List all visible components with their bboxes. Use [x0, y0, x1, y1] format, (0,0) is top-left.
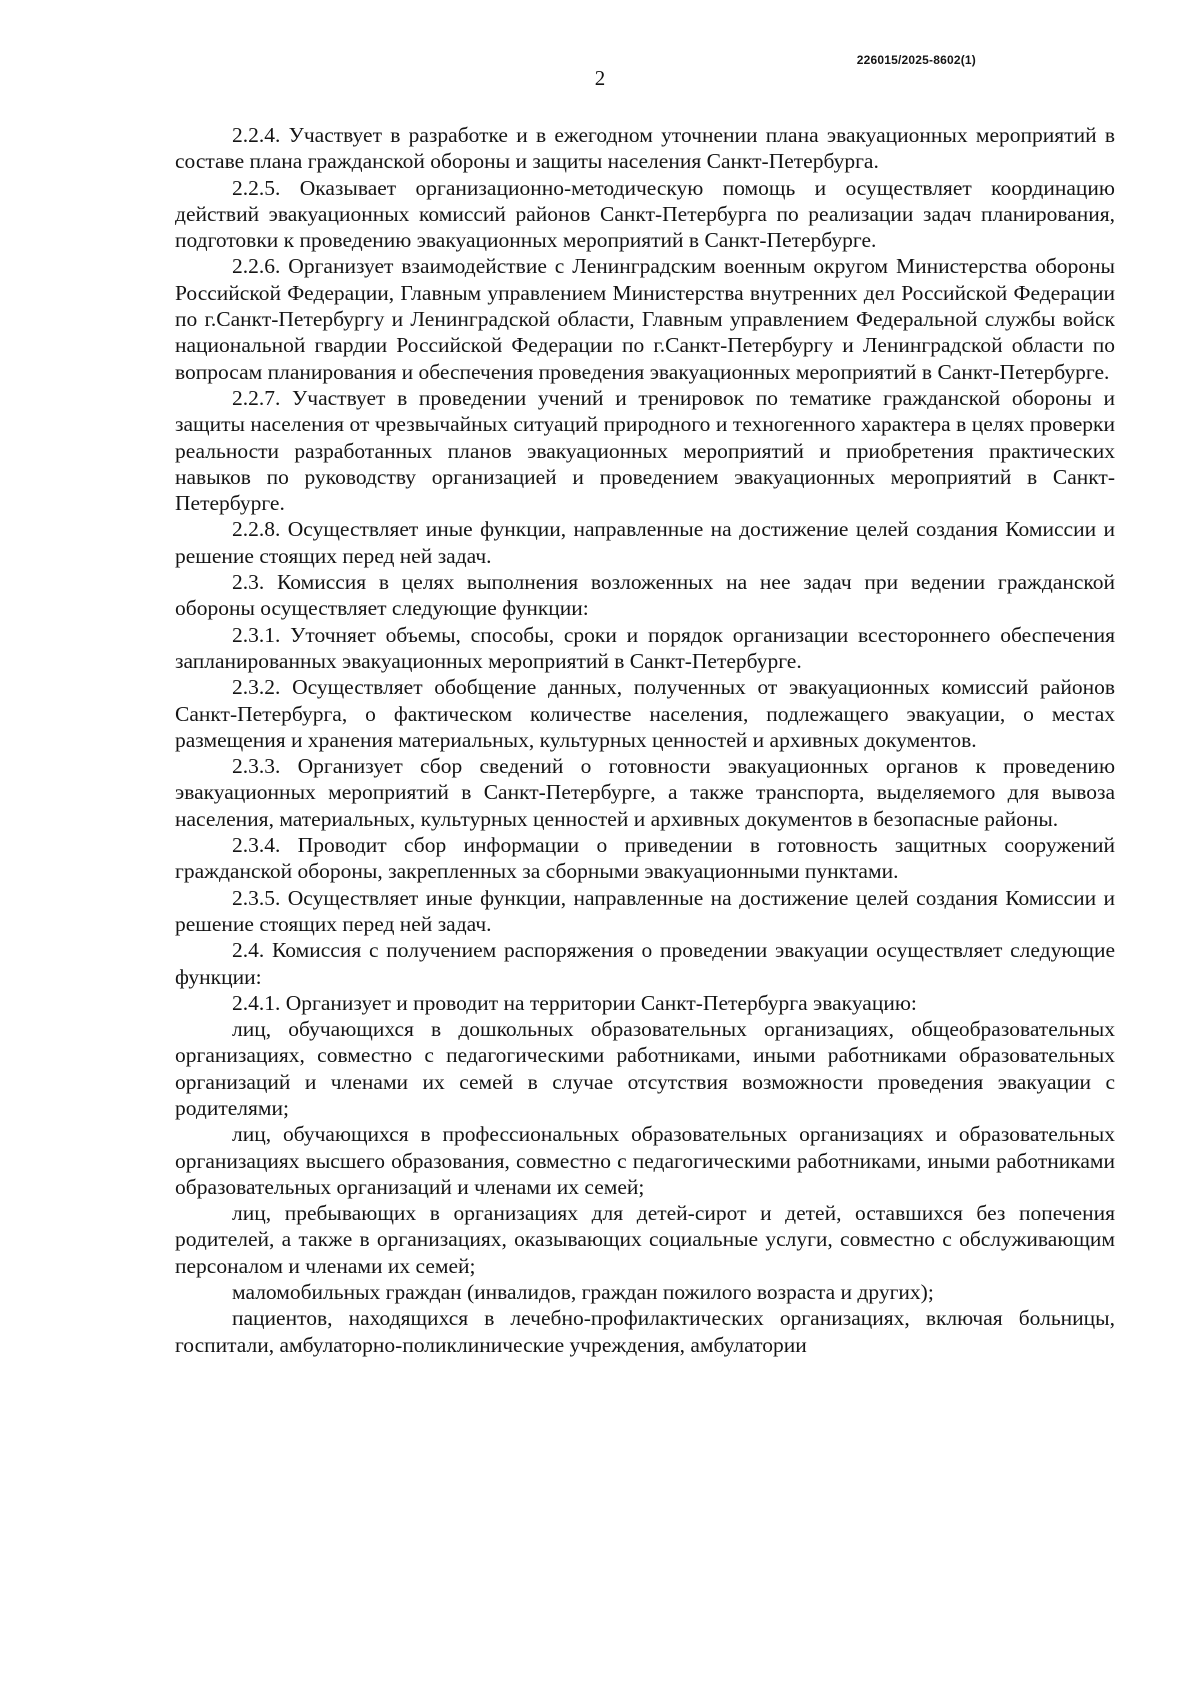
document-registration-number: 226015/2025-8602(1) [856, 53, 976, 67]
paragraph-2-2-8: 2.2.8. Осуществляет иные функции, направленные на достижение целей создания Комиссии и решение стоящих перед ней задач. [175, 517, 1115, 568]
paragraph-2-3-5: 2.3.5. Осуществляет иные функции, направленные на достижение целей создания Комиссии и решение стоящих перед ней задач. [175, 885, 1115, 936]
paragraph-2-2-7: 2.2.7. Участвует в проведении учений и тренировок по тематике гражданской обороны и защиты населения от чрезвычайных ситуаций природного и техногенного характера в целях проверки реальности разработанных планов эвакуационных мероприятий и приобретения практических навыков по руководству организацией и проведением эвакуационных мероприятий в Санкт-Петербурге. [175, 385, 1115, 516]
list-item-preschool-students: лиц, обучающихся в дошкольных образовательных организациях, общеобразовательных организациях, совместно с педагогическими работниками, иными работниками образовательных организаций и членами их семей в случае отсутствия возможности проведения эвакуации с родителями; [175, 1017, 1115, 1120]
paragraph-2-3-2: 2.3.2. Осуществляет обобщение данных, полученных от эвакуационных комиссий районов Санкт-Петербурга, о фактическом количестве населения, подлежащего эвакуации, о местах размещения и хранения материальных, культурных ценностей и архивных документов. [175, 675, 1115, 752]
paragraph-2-4: 2.4. Комиссия с получением распоряжения о проведении эвакуации осуществляет следующие функции: [175, 938, 1115, 989]
list-item-higher-education-students: лиц, обучающихся в профессиональных образовательных организациях и образовательных организациях высшего образования, совместно с педагогическими работниками, иными работниками образовательных организаций и членами их семей; [175, 1122, 1115, 1199]
paragraph-2-3-3: 2.3.3. Организует сбор сведений о готовности эвакуационных органов к проведению эвакуационных мероприятий в Санкт-Петербурге, а также транспорта, выделяемого для вывоза населения, материальных, культурных ценностей и архивных документов в безопасные районы. [175, 754, 1115, 831]
list-item-low-mobility-citizens: маломобильных граждан (инвалидов, граждан пожилого возраста и других); [232, 1280, 934, 1305]
page-number: 2 [594, 66, 606, 90]
paragraph-2-3: 2.3. Комиссия в целях выполнения возложенных на нее задач при ведении гражданской обороны осуществляет следующие функции: [175, 570, 1115, 621]
paragraph-2-3-1: 2.3.1. Уточняет объемы, способы, сроки и порядок организации всестороннего обеспечения запланированных эвакуационных мероприятий в Санкт-Петербурге. [175, 622, 1115, 673]
list-item-orphans: лиц, пребывающих в организациях для детей-сирот и детей, оставшихся без попечения родителей, а также в организациях, оказывающих социальные услуги, совместно с обслуживающим персоналом и членами их семей; [175, 1201, 1115, 1278]
document-body [175, 122, 1115, 1358]
paragraph-2-2-6: 2.2.6. Организует взаимодействие с Ленинградским военным округом Министерства обороны Российской Федерации, Главным управлением Министерства внутренних дел Российской Федерации по г.Санкт-Петербургу и Ленинградской области, Главным управлением Федеральной службы войск национальной гвардии Российской Федерации по г.Санкт-Петербургу и Ленинградской области по вопросам планирования и обеспечения проведения эвакуационных мероприятий в Санкт-Петербурге. [175, 254, 1115, 384]
paragraph-2-2-5: 2.2.5. Оказывает организационно-методическую помощь и осуществляет координацию действий эвакуационных комиссий районов Санкт-Петербурга по реализации задач планирования, подготовки к проведению эвакуационных мероприятий в Санкт-Петербурге. [175, 175, 1115, 253]
list-item-patients: пациентов, находящихся в лечебно-профилактических организациях, включая больницы, госпитали, амбулаторно-поликлинические учреждения, амбулатории [175, 1306, 1115, 1357]
paragraph-2-3-4: 2.3.4. Проводит сбор информации о приведении в готовность защитных сооружений гражданской обороны, закрепленных за сборными эвакуационными пунктами. [175, 833, 1115, 884]
paragraph-2-2-4: 2.2.4. Участвует в разработке и в ежегодном уточнении плана эвакуационных мероприятий в составе плана гражданской обороны и защиты населения Санкт-Петербурга. [175, 123, 1115, 174]
paragraph-2-4-1: 2.4.1. Организует и проводит на территории Санкт-Петербурга эвакуацию: [232, 990, 917, 1015]
